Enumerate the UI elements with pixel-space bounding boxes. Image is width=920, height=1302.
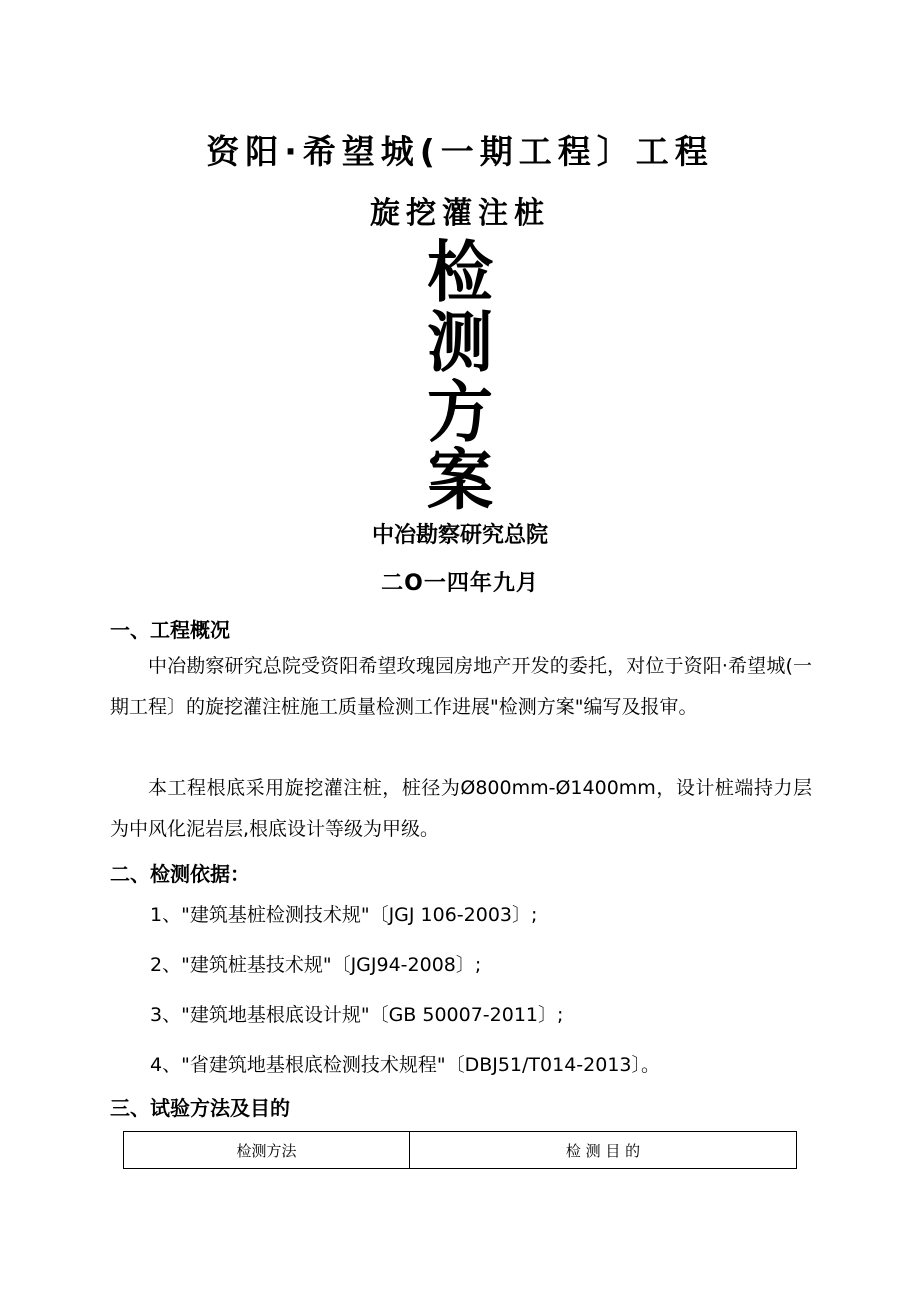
cover-big-char-3: 方 (427, 374, 493, 451)
document-title-line2: 旋挖灌注桩 (370, 196, 550, 231)
reference-item-4: 4、"省建筑地基根底检测技术规程"〔DBJ51/T014-2013〕。 (150, 1054, 660, 1076)
section1-heading: 一、工程概况 (110, 618, 230, 642)
section2-heading: 二、检测依据： (110, 862, 250, 886)
table-header-purpose: 检 测 目 的 (410, 1132, 797, 1169)
document-date: 二O一四年九月 (381, 571, 539, 596)
organization-name: 中冶勘察研究总院 (371, 523, 548, 548)
reference-item-2: 2、"建筑桩基技术规"〔JGJ94-2008〕; (150, 954, 482, 976)
section1-paragraph-1: 中冶勘察研究总院受资阳希望玫瑰园房地产开发的委托，对位于资阳·希望城(一期工程〕的旋挖灌注桩施工质量检测工作进展"检测方案"编写及报审。 (110, 655, 812, 718)
section1-paragraph-2: 本工程根底采用旋挖灌注桩，桩径为Ø800mm-Ø1400mm，设计桩端持力层为中风化泥岩层,根底设计等级为甲级。 (110, 777, 812, 840)
reference-item-3: 3、"建筑地基根底设计规"〔GB 50007-2011〕; (150, 1004, 564, 1026)
table-header-method: 检测方法 (124, 1132, 410, 1169)
document-title-line1: 资阳·希望城(一期工程〕工程 (206, 132, 714, 171)
section3-heading: 三、试验方法及目的 (110, 1096, 290, 1120)
cover-big-char-2: 测 (427, 304, 493, 381)
cover-big-char-1: 检 (427, 234, 493, 311)
cover-big-char-4: 案 (427, 442, 493, 519)
reference-item-1: 1、"建筑基桩检测技术规"〔JGJ 106-2003〕; (150, 904, 538, 926)
test-method-table (123, 1131, 797, 1169)
table-header-row (124, 1132, 797, 1169)
